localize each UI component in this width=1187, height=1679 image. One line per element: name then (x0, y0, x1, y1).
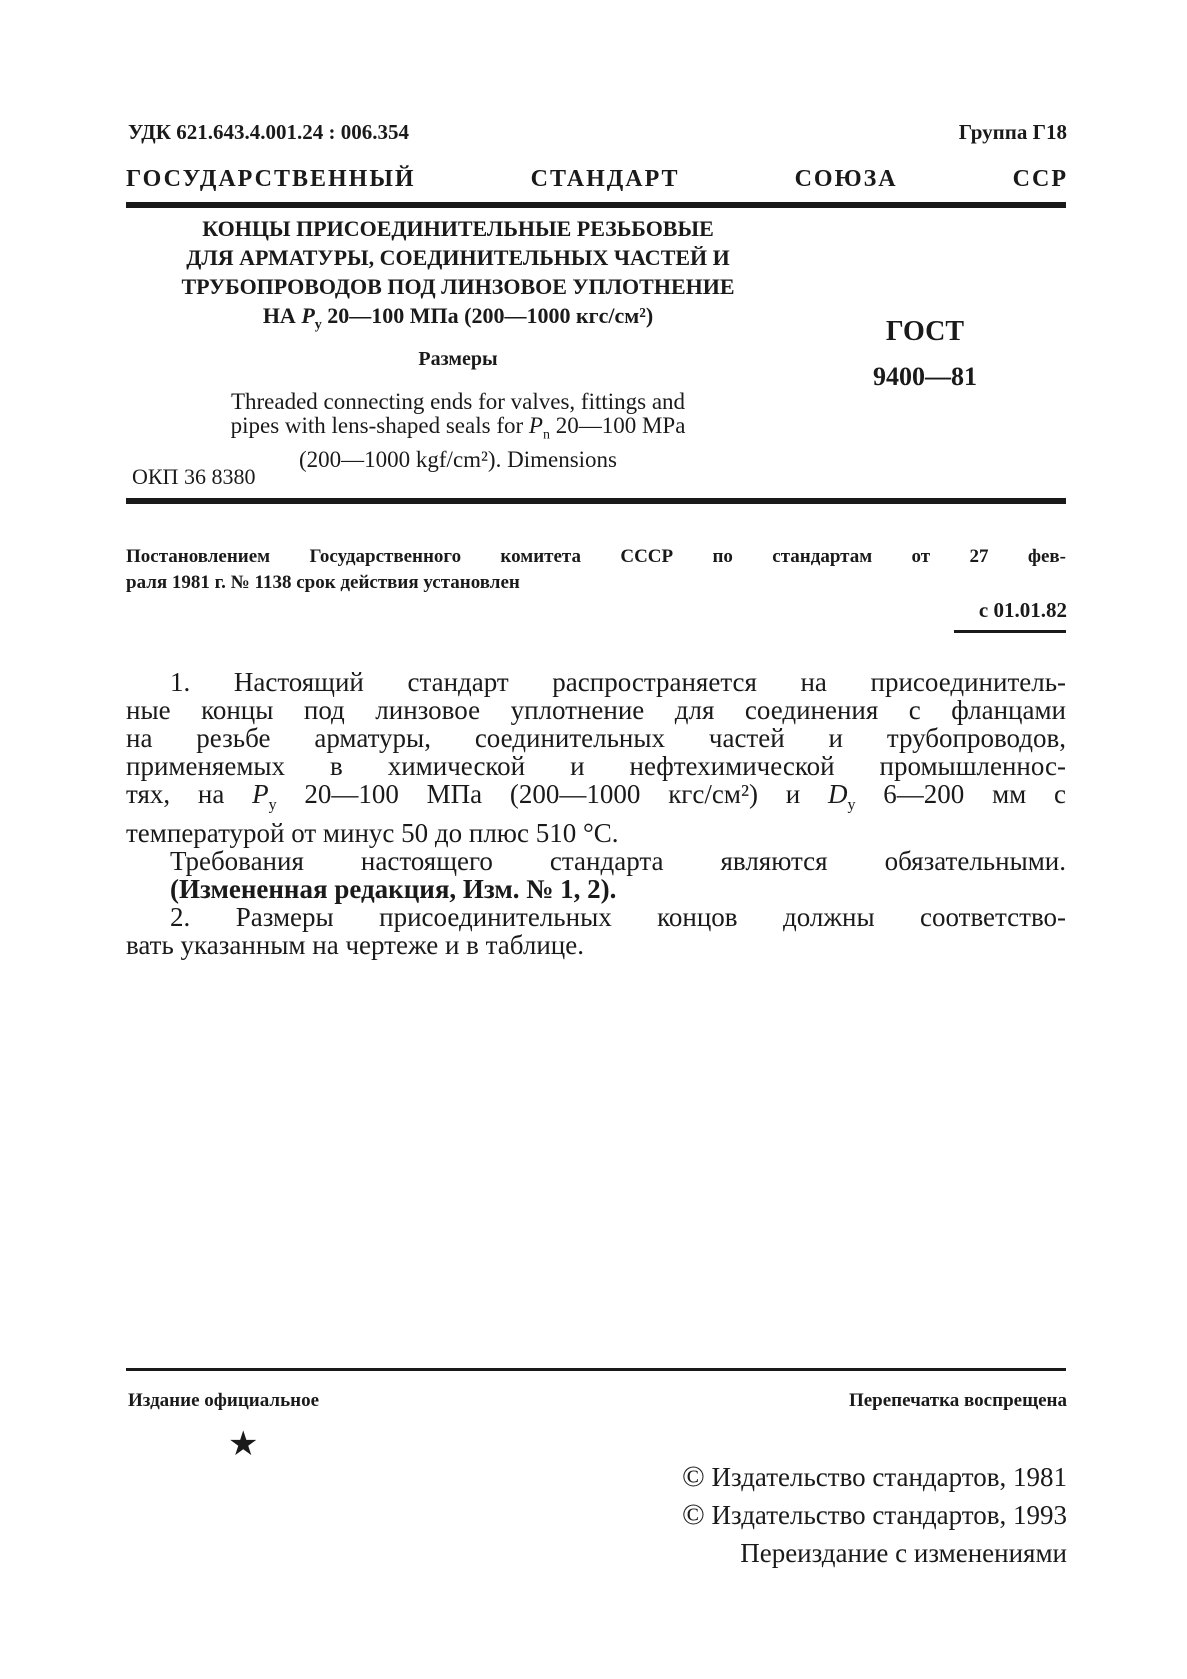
reprint-prohibited: Перепечатка воспрещена (848, 1390, 1067, 1411)
udk-code: УДК 621.643.4.001.24 : 006.354 (128, 120, 409, 144)
body-amendment-note: (Измененная редакция, Изм. № 1, 2). (170, 874, 617, 905)
decree-block (126, 544, 1066, 596)
english-title-line-2: pipes with lens-shaped seals for $P_n$ 20—100 MPa (230, 413, 686, 443)
body-line-6: температурой от минус 50 до плюс 510 °С. (126, 818, 619, 849)
body-line-1: 1. Настоящий стандарт распространяется на присоединитель- (170, 667, 1066, 697)
reissue-note: Переиздание с изменениями (740, 1538, 1067, 1568)
copyright-icon: © (681, 1460, 705, 1493)
footer-rule (126, 1368, 1066, 1371)
english-title-line-3: (200—1000 kgf/cm²). Dimensions (298, 446, 617, 472)
official-edition: Издание официальное (128, 1390, 320, 1411)
body-paragraph-2-line-1: 2. Размеры присоединительных концов должны соответство- (170, 902, 1066, 933)
subtitle: Размеры (418, 348, 498, 370)
star-icon: ★ (228, 1426, 259, 1463)
effective-date: с 01.01.82 (978, 598, 1067, 622)
body-paragraph-2-line-2: вать указанным на чертеже и в таблице. (126, 930, 584, 961)
body-line-2: ные концы под линзовое уплотнение для соединения с фланцами (126, 695, 1066, 725)
title-line-1: КОНЦЫ ПРИСОЕДИНИТЕЛЬНЫЕ РЕЗЬБОВЫЕ (202, 216, 714, 241)
body-line-5: тях, на $P_у$ 20—100 МПа (200—1000 кгс/см²) и $D_у$ 6—200 мм с (126, 779, 1067, 814)
top-rule (126, 202, 1066, 208)
gost-number: 9400—81 (873, 362, 977, 391)
state-standard-text: ГОСУДАРСТВЕННЫЙ СТАНДАРТ СОЮЗА ССР (126, 166, 1068, 192)
copyright-icon: © (681, 1498, 705, 1531)
copyright-1993: © Издательство стандартов, 1993 (681, 1498, 1067, 1531)
title-line-4: НА $P_у$ 20—100 МПа (200—1000 кгс/см²) (262, 303, 654, 333)
group-code: Группа Г18 (958, 120, 1067, 144)
title-line-2: ДЛЯ АРМАТУРЫ, СОЕДИНИТЕЛЬНЫХ ЧАСТЕЙ И (186, 245, 730, 270)
english-title-line-1: Threaded connecting ends for valves, fittings and (230, 389, 686, 414)
body-paragraph-1 (126, 668, 1066, 959)
title-block (126, 214, 790, 339)
title-line-3: ТРУБОПРОВОДОВ ПОД ЛИНЗОВОЕ УПЛОТНЕНИЕ (181, 274, 735, 299)
effective-date-underline (954, 630, 1066, 633)
gost-label: ГОСТ (885, 316, 965, 347)
title-bottom-rule (126, 498, 1066, 504)
copyright-block (682, 1458, 1067, 1572)
okp-code: ОКП 36 8380 (132, 464, 256, 489)
decree-line-2: раля 1981 г. № 1138 срок действия установлен (126, 572, 520, 593)
body-line-3: на резьбе арматуры, соединительных частей и трубопроводов, (126, 723, 1066, 753)
body-requirements: Требования настоящего стандарта являются обязательными. (170, 846, 1066, 877)
copyright-1981: © Издательство стандартов, 1981 (681, 1460, 1067, 1493)
state-standard-heading (126, 166, 1068, 193)
english-title (126, 390, 790, 472)
body-line-4: применяемых в химической и нефтехимической промышленнос- (126, 751, 1066, 781)
decree-line-1: Постановлением Государственного комитета СССР по стандартам от 27 фев- (126, 546, 1066, 567)
